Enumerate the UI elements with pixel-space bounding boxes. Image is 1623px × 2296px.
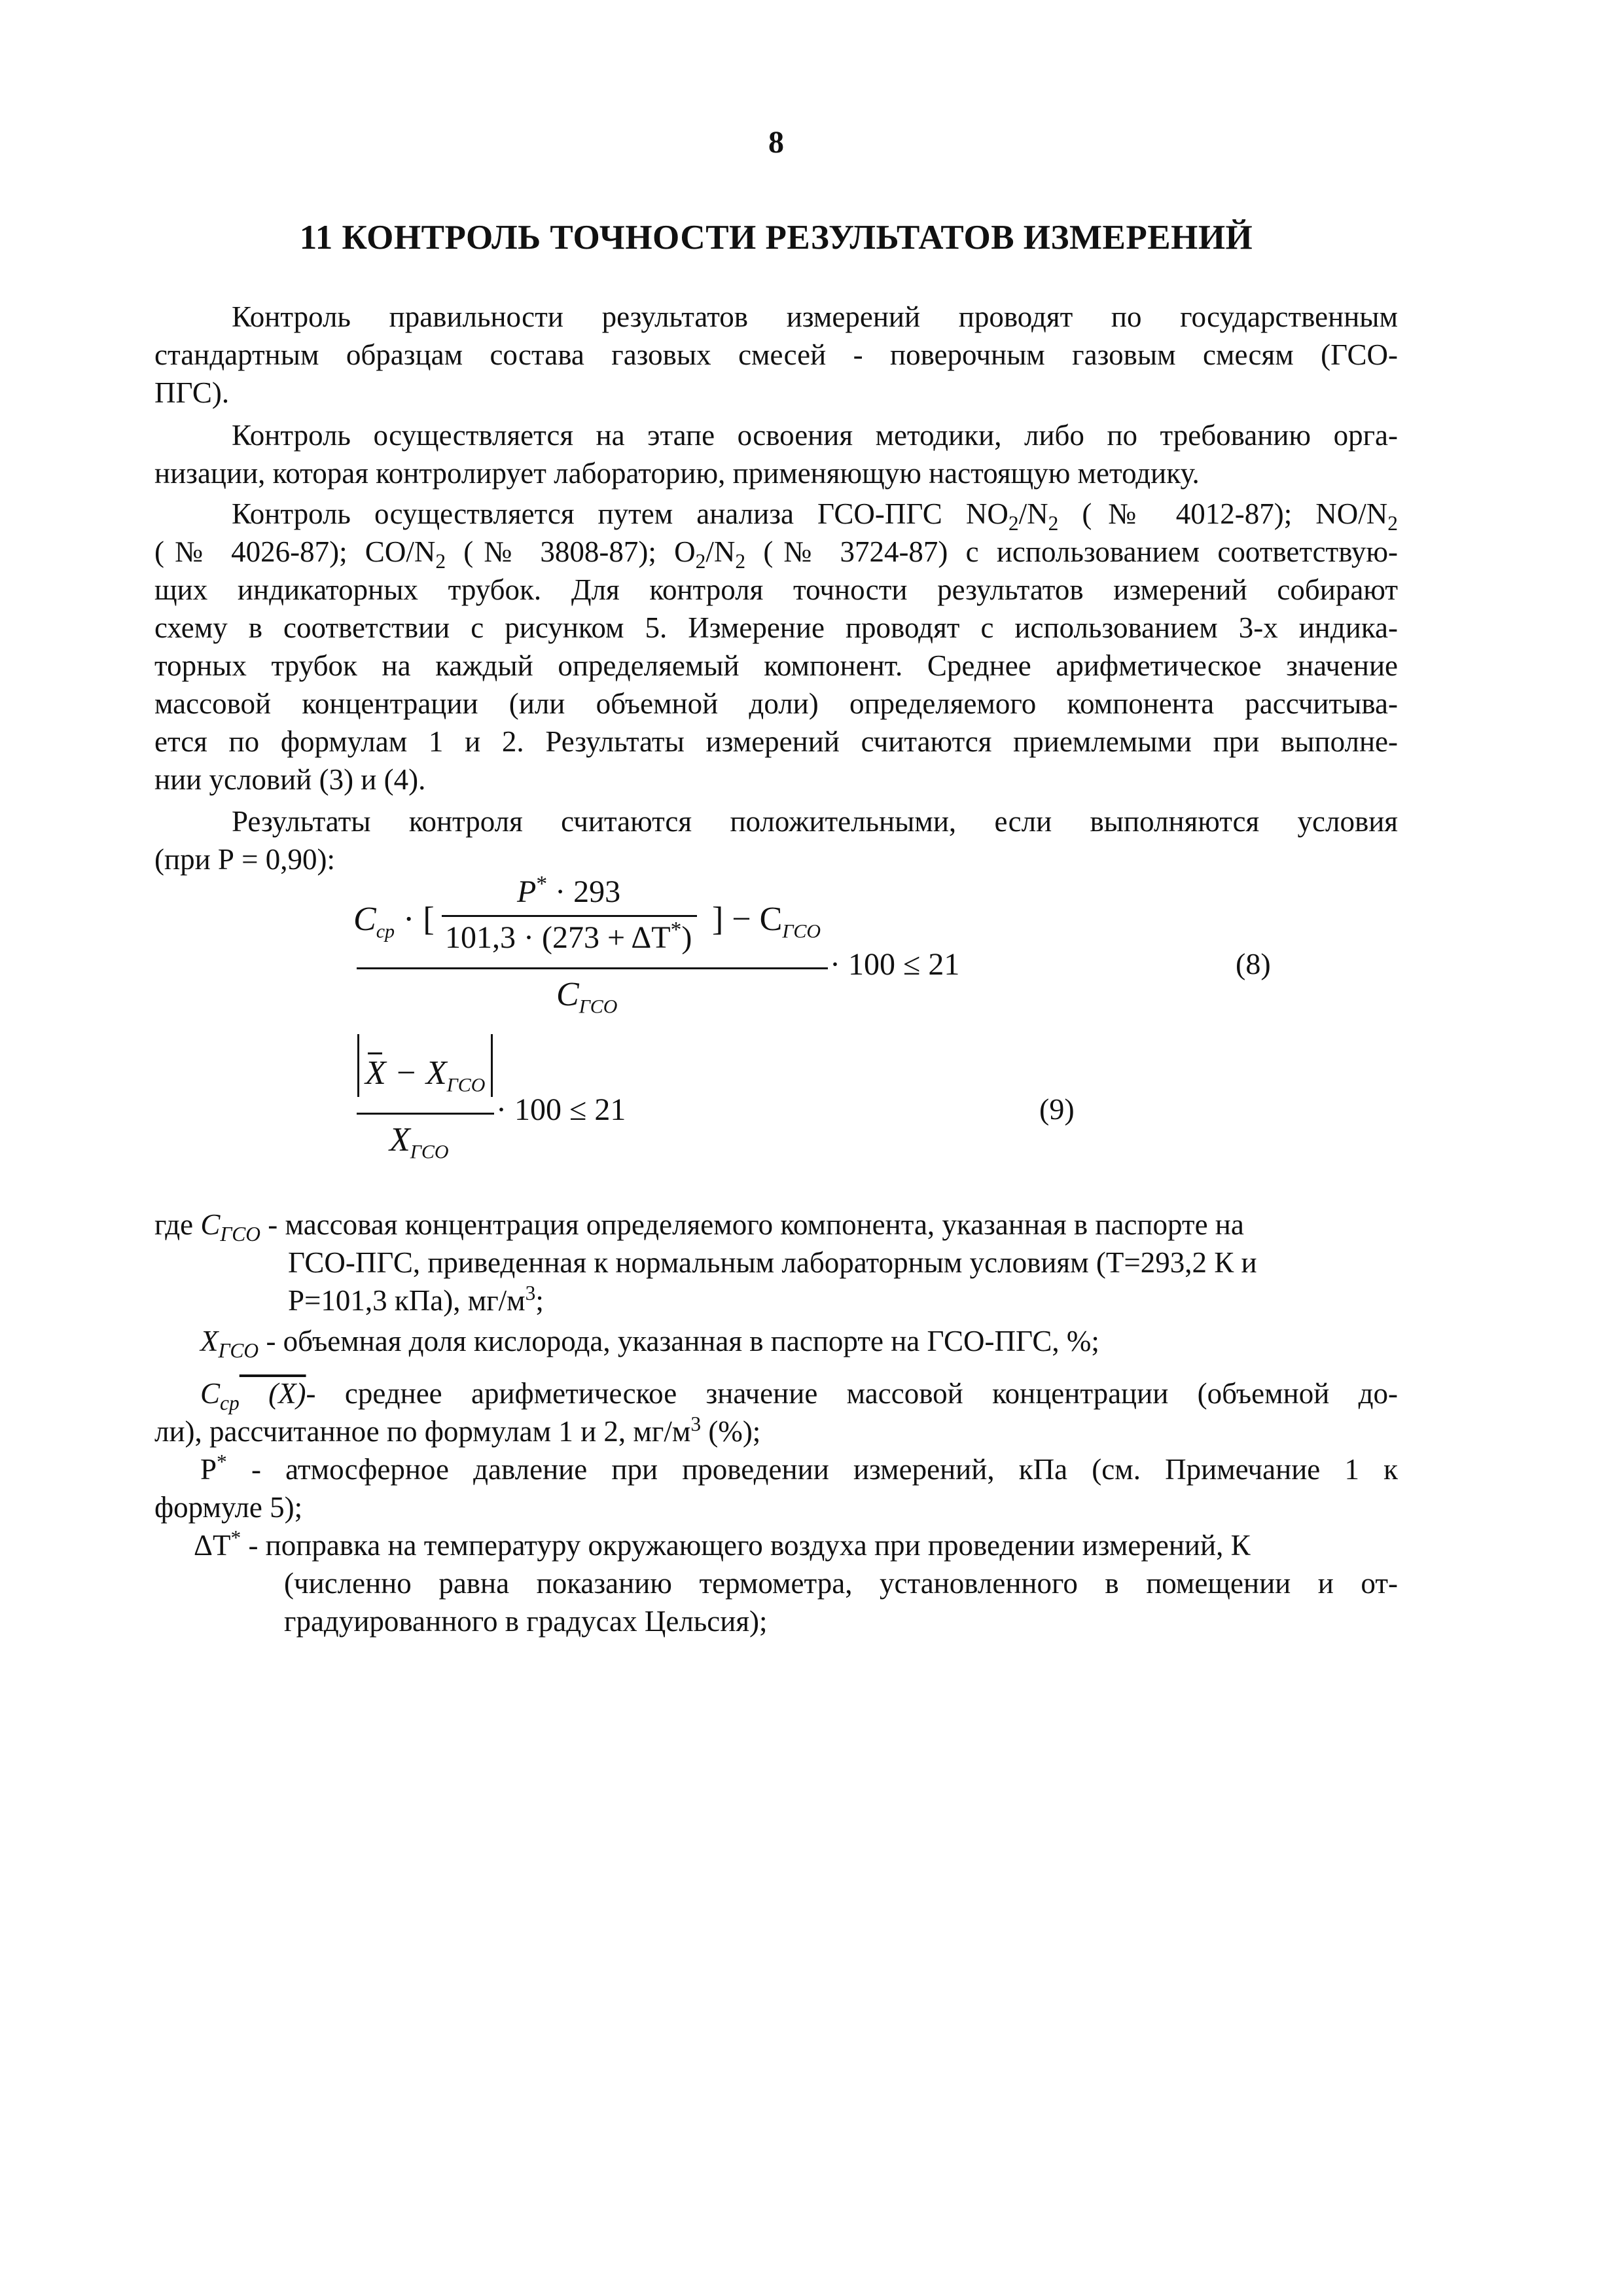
f8-den: 101,3 · (273 + ΔT [445, 920, 671, 955]
def-p-sym: Р [200, 1453, 217, 1486]
p3-l2b: (№ 3808-87); O [446, 535, 696, 568]
p3-l2d: (№ 3724-87) с использованием соответствую- [745, 535, 1399, 568]
p1-line-2: стандартным образцам состава газовых смесей - поверочным газовым смесям (ГСО- [154, 338, 1398, 371]
f8-c: C [353, 901, 376, 938]
def-cgco-sym: С [200, 1208, 221, 1241]
f8-c-sub: ср [376, 920, 395, 942]
f8-denominator [556, 975, 618, 1018]
def-csr-text: - среднее арифметическое значение массовой концентрации (объемной до- [306, 1377, 1398, 1410]
f8-num-tail: · 293 [547, 874, 621, 909]
def-xgco [154, 1322, 1398, 1360]
p3-l2c: /N [705, 535, 736, 568]
f8-csr [353, 900, 435, 942]
formula-8-number: (8) [1236, 947, 1271, 980]
f8-main-fraction-bar [357, 967, 828, 969]
sub: 2 [1008, 512, 1019, 535]
f9-abs-left [357, 1034, 359, 1097]
def-dt-sup: * [230, 1526, 241, 1549]
f9-gco-sub: ГСО [446, 1074, 486, 1096]
f9-xbar: X [365, 1054, 386, 1092]
f8-inner-denominator [445, 920, 692, 956]
p3-line-6: массовой концентрации (или объемной доли) определяемого компонента рассчитыва- [154, 687, 1398, 720]
f8-tail: · 100 ≤ 21 [830, 947, 960, 982]
f8-close-minus: ] − C [712, 901, 783, 938]
def-p-sup: * [217, 1450, 227, 1473]
p1-line-1: Контроль правильности результатов измерений проводят по государственным [232, 300, 1398, 333]
sub: 2 [1387, 512, 1398, 535]
p3-l1b: /N [1018, 497, 1048, 530]
p3-l2a: (№ 4026-87); CO/N [154, 535, 436, 568]
p1-line-3: ПГС). [154, 376, 230, 409]
def-p-text: - атмосферное давление при проведении измерений, кПа (см. Примечание 1 к [226, 1453, 1398, 1486]
def-dt-text: - поправка на температуру окружающего воздуха при проведении измерений, К [241, 1529, 1251, 1562]
f8-star-2: * [670, 918, 682, 942]
def-csr-l2a: ли), рассчитанное по формулам 1 и 2, мг/м [154, 1415, 691, 1448]
p3-line-8: нии условий (3) и (4). [154, 763, 426, 796]
def-csr-sup: 3 [690, 1412, 702, 1435]
f8-star: * [536, 872, 548, 896]
f9-abs-right [491, 1034, 493, 1097]
p3-l1c: (№ 4012-87); NO/N [1058, 497, 1388, 530]
def-csr-sym: C [200, 1377, 221, 1410]
def-lead: где [154, 1208, 201, 1241]
f9-denominator [389, 1121, 449, 1163]
def-cgco [154, 1206, 1398, 1244]
sub: 2 [695, 550, 706, 573]
p2-line-2: низации, которая контролирует лабораторию, применяющую настоящую методику. [154, 457, 1200, 490]
def-cgco-l3b: ; [535, 1284, 544, 1317]
def-csr-line-2 [154, 1412, 1398, 1450]
f8-inner-numerator [517, 874, 620, 910]
def-p [154, 1450, 1398, 1488]
section-title: 11 КОНТРОЛЬ ТОЧНОСТИ РЕЗУЛЬТАТОВ ИЗМЕРЕНИЙ [299, 219, 1253, 257]
paragraph-1 [154, 298, 1398, 412]
sub: 2 [1048, 512, 1059, 535]
f9-minus-x: − X [385, 1054, 447, 1092]
p3-line-3: щих индикаторных трубок. Для контроля точности результатов измерений собирают [154, 573, 1398, 606]
def-xgco-text: - объемная доля кислорода, указанная в паспорте на ГСО-ПГС, %; [259, 1325, 1099, 1357]
f8-den-c: C [556, 976, 579, 1013]
f8-den-gco: ГСО [579, 996, 618, 1018]
f8-p: P [517, 874, 537, 909]
p3-line-7: ется по формулам 1 и 2. Результаты измерений считаются приемлемыми при выполне- [154, 725, 1398, 758]
f9-tail: · 100 ≤ 21 [496, 1092, 626, 1127]
def-cgco-sup: 3 [525, 1282, 536, 1304]
def-cgco-text: - массовая концентрация определяемого компонента, указанная в паспорте на [260, 1208, 1244, 1241]
def-cgco-line-3 [154, 1282, 1398, 1319]
def-cgco-sub: ГСО [220, 1223, 261, 1246]
def-csr-x: (X) [239, 1377, 306, 1410]
f8-minus-cgco [712, 900, 821, 942]
def-cgco-l3a: Р=101,3 кПа), мг/м [288, 1284, 526, 1317]
p2-line-1: Контроль осуществляется на этапе освоения методики, либо по требованию орга- [232, 419, 1398, 452]
paragraph-4 [154, 802, 1398, 878]
page-number: 8 [768, 125, 784, 160]
def-csr-l2b: (%); [701, 1415, 761, 1448]
p3-l1a: Контроль осуществляется путем анализа ГСО-ПГС NO [232, 497, 1008, 530]
paragraph-2 [154, 416, 1398, 492]
f8-inner-fraction-bar [442, 915, 697, 917]
definitions [154, 1206, 1398, 1640]
def-csr-sub: ср [220, 1391, 240, 1414]
def-xgco-sub: ГСО [218, 1339, 259, 1362]
def-dt-line-2: (численно равна показанию термометра, установленного в помещении и от- [284, 1567, 1398, 1600]
f9-fraction-bar [357, 1113, 494, 1115]
sub: 2 [735, 550, 746, 573]
p3-line-5: торных трубок на каждый определяемый компонент. Среднее арифметическое значение [154, 649, 1398, 682]
f8-bracket: · [ [403, 901, 435, 938]
f9-den-x: X [389, 1121, 410, 1158]
def-dt-line-3: градуированного в градусах Цельсия); [284, 1605, 768, 1638]
f9-den-gco: ГСО [410, 1141, 449, 1163]
def-dt [154, 1526, 1398, 1564]
f8-den-close: ) [681, 920, 692, 955]
def-csr [154, 1374, 1398, 1412]
formula-9-number: (9) [1039, 1092, 1075, 1126]
p3-line-4: схему в соответствии с рисунком 5. Измерение проводят с использованием 3-х индика- [154, 611, 1398, 644]
def-cgco-line-2: ГСО-ПГС, приведенная к нормальным лабораторным условиям (Т=293,2 К и [288, 1246, 1257, 1279]
p4-line-1: Результаты контроля считаются положительными, если выполняются условия [232, 805, 1398, 838]
def-p-line-2: формуле 5); [154, 1491, 303, 1524]
p4-line-2: (при Р = 0,90): [154, 843, 336, 876]
def-dt-sym: ΔT [194, 1529, 231, 1562]
f8-gco-sub: ГСО [782, 920, 821, 942]
def-xgco-sym: X [200, 1325, 219, 1357]
sub: 2 [435, 550, 446, 573]
f9-numerator [365, 1054, 486, 1096]
paragraph-3 [154, 495, 1398, 798]
